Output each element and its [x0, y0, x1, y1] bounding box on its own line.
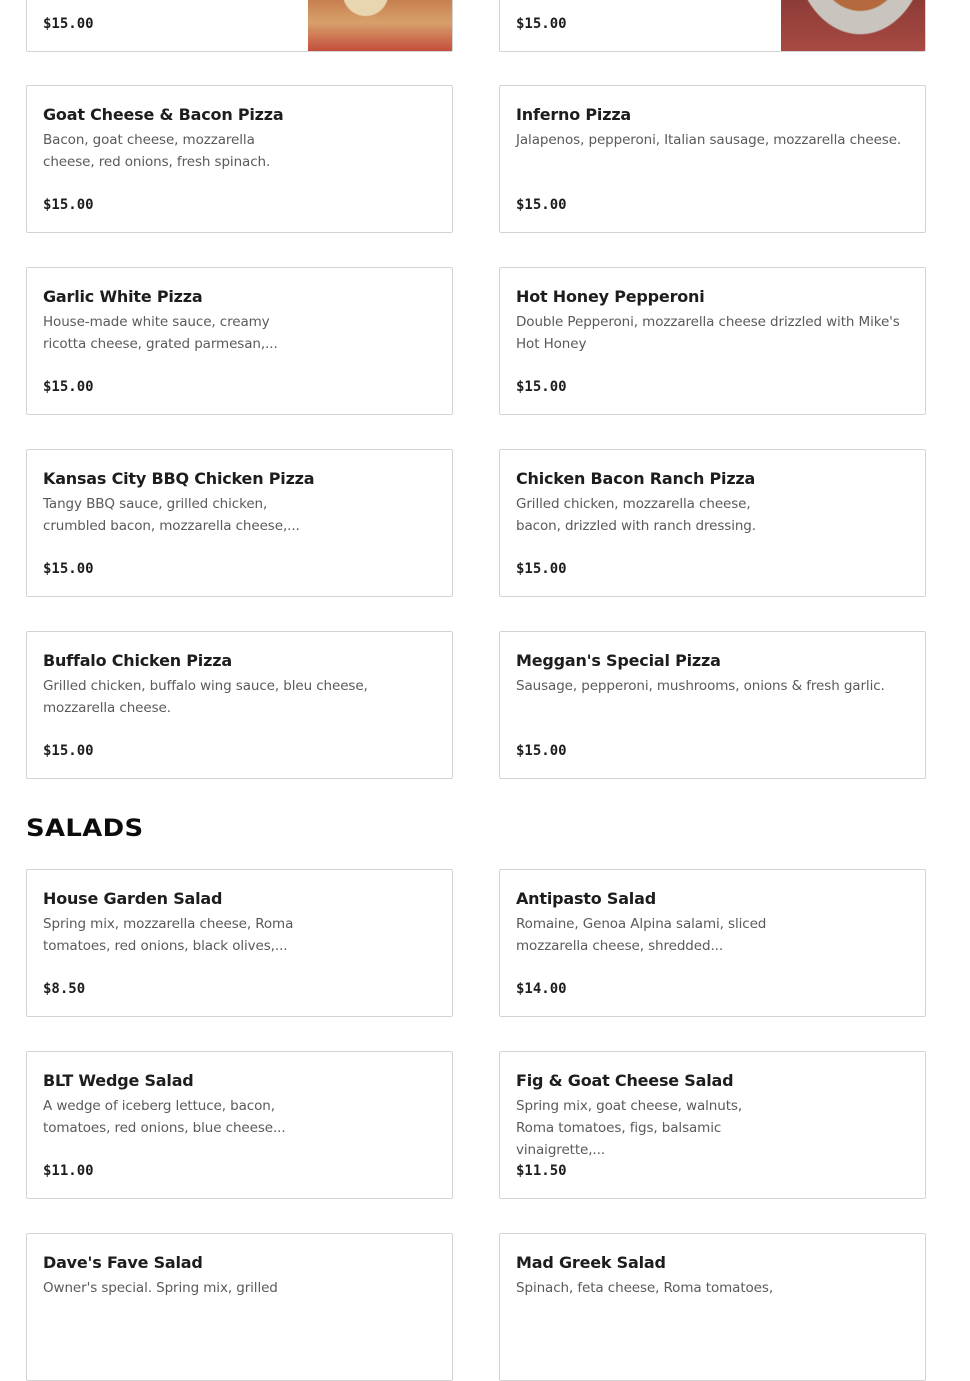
item-description: Double Pepperoni, mozzarella cheese drizzled with Mike's Hot Honey [516, 314, 900, 352]
item-description: Bacon, goat cheese, mozzarella cheese, red onions, fresh spinach. [43, 132, 271, 170]
menu-item-daves-fave-salad[interactable] [26, 1233, 453, 1381]
menu-item-buffalo-chicken-pizza[interactable] [26, 631, 453, 779]
item-name: Chicken Bacon Ranch Pizza [516, 469, 756, 488]
section-title-salads: SALADS [26, 814, 144, 842]
item-price: $8.50 [43, 981, 86, 997]
item-name: Antipasto Salad [516, 889, 656, 908]
item-name: Inferno Pizza [516, 105, 632, 124]
menu-item-kansas-city-bbq-chicken-pizza[interactable] [26, 449, 453, 597]
item-name: Buffalo Chicken Pizza [43, 651, 232, 670]
item-name: Goat Cheese & Bacon Pizza [43, 105, 284, 124]
menu-item-meggans-special-pizza[interactable] [499, 631, 926, 779]
item-price: $15.00 [516, 561, 567, 577]
item-description: Spinach, feta cheese, Roma tomatoes, [516, 1280, 774, 1296]
item-description: Spring mix, mozzarella cheese, Roma tomatoes, red onions, black olives,... [43, 916, 294, 954]
item-description: A wedge of iceberg lettuce, bacon, tomatoes, red onions, blue cheese... [43, 1098, 286, 1136]
item-price: $11.00 [43, 1163, 94, 1179]
item-name: Mad Greek Salad [516, 1253, 666, 1272]
menu-item-garlic-white-pizza[interactable] [26, 267, 453, 415]
item-price: $15.00 [516, 379, 567, 395]
item-description: Owner's special. Spring mix, grilled [43, 1280, 278, 1296]
item-photo [781, 0, 925, 52]
menu-item-house-garden-salad[interactable] [26, 869, 453, 1017]
menu-item-antipasto-salad[interactable] [499, 869, 926, 1017]
item-price: $15.00 [43, 379, 94, 395]
menu-item-chicken-bacon-ranch-pizza[interactable] [499, 449, 926, 597]
item-name: House Garden Salad [43, 889, 223, 908]
menu-item-inferno-pizza[interactable] [499, 85, 926, 233]
item-description: Grilled chicken, buffalo wing sauce, bleu cheese, mozzarella cheese. [43, 678, 368, 716]
item-price: $15.00 [43, 16, 94, 32]
item-name: Garlic White Pizza [43, 287, 203, 306]
item-description: House-made white sauce, creamy ricotta cheese, grated parmesan,... [43, 314, 278, 352]
item-name: Meggan's Special Pizza [516, 651, 721, 670]
menu-item-hot-honey-pepperoni[interactable] [499, 267, 926, 415]
menu-item-card[interactable] [499, 0, 926, 52]
item-name: Hot Honey Pepperoni [516, 287, 705, 306]
item-price: $15.00 [43, 197, 94, 213]
item-price: $15.00 [43, 561, 94, 577]
item-price: $15.00 [43, 743, 94, 759]
item-price: $14.00 [516, 981, 567, 997]
item-price: $15.00 [516, 743, 567, 759]
item-price: $11.50 [516, 1163, 567, 1179]
item-price: $15.00 [516, 197, 567, 213]
item-description: Sausage, pepperoni, mushrooms, onions & fresh garlic. [516, 678, 885, 694]
menu-item-goat-cheese-bacon-pizza[interactable] [26, 85, 453, 233]
menu-item-fig-goat-cheese-salad[interactable] [499, 1051, 926, 1199]
item-price: $15.00 [516, 16, 567, 32]
item-description: Tangy BBQ sauce, grilled chicken, crumbled bacon, mozzarella cheese,... [43, 496, 300, 534]
menu-item-mad-greek-salad[interactable] [499, 1233, 926, 1381]
item-photo [308, 0, 452, 52]
menu-item-card[interactable] [26, 0, 453, 52]
item-name: Dave's Fave Salad [43, 1253, 203, 1272]
item-name: Kansas City BBQ Chicken Pizza [43, 469, 315, 488]
item-description: Grilled chicken, mozzarella cheese, bacon, drizzled with ranch dressing. [516, 496, 756, 534]
item-description: Spring mix, goat cheese, walnuts, Roma tomatoes, figs, balsamic vinaigrette,... [516, 1098, 743, 1158]
item-name: BLT Wedge Salad [43, 1071, 194, 1090]
item-description: Romaine, Genoa Alpina salami, sliced mozzarella cheese, shredded... [516, 916, 767, 954]
menu-item-blt-wedge-salad[interactable] [26, 1051, 453, 1199]
item-name: Fig & Goat Cheese Salad [516, 1071, 734, 1090]
item-description: Jalapenos, pepperoni, Italian sausage, mozzarella cheese. [516, 132, 902, 148]
